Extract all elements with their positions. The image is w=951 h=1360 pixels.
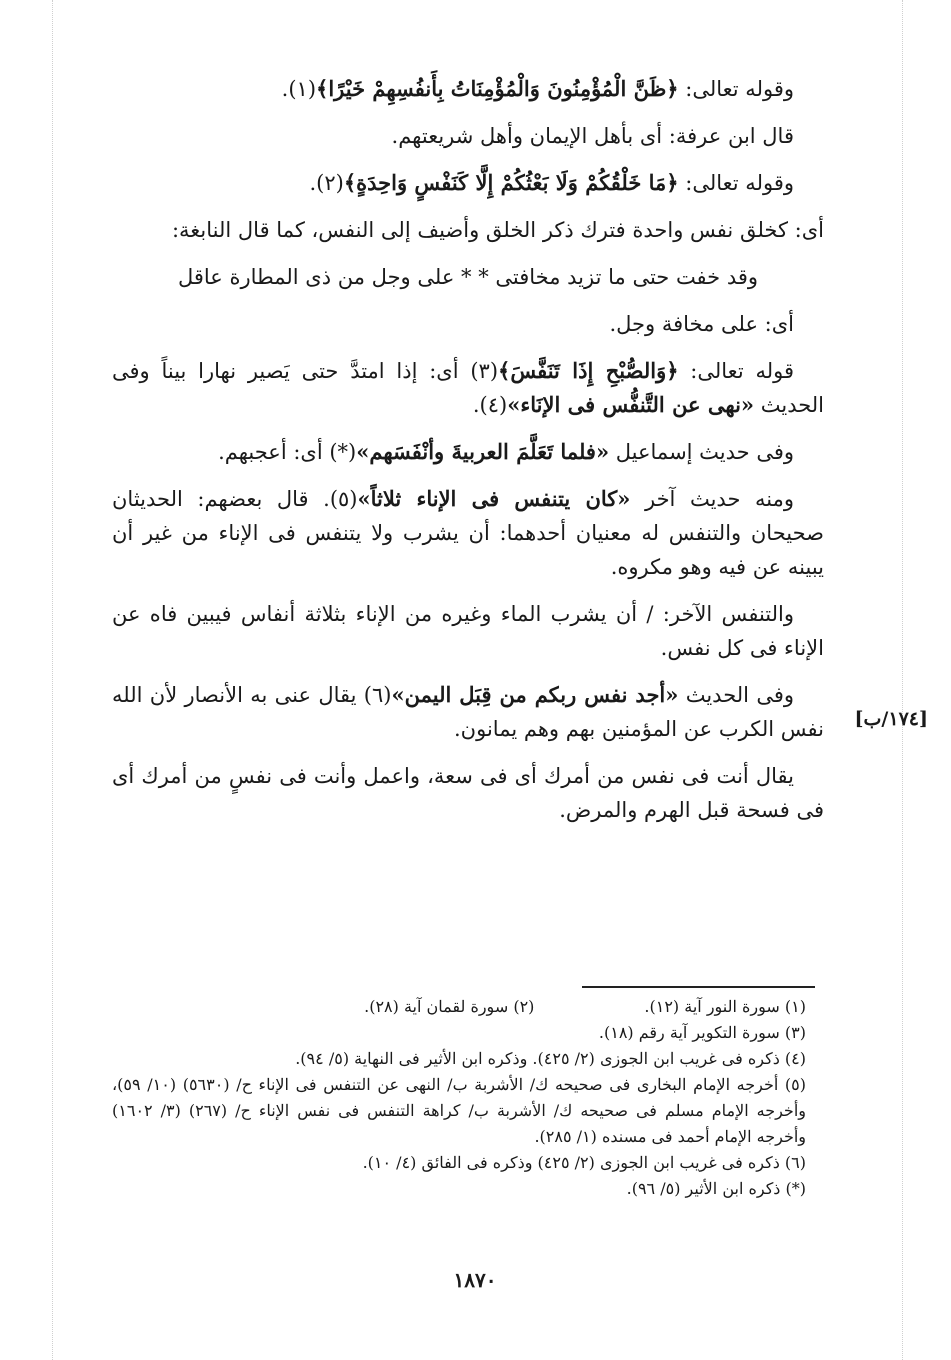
text: (٣) أى: إذا امتدَّ حتى يَصير نهارا بيناً وفى الحديث (112, 359, 824, 417)
paragraph-3 (112, 166, 824, 200)
paragraph-11: يقال أنت فى نفس من أمرك أى فى سعة، واعمل وأنت فى نفسٍ من أمرك أى فى فسحة قبل الهرم والمرض. (112, 764, 824, 822)
paragraph-1 (112, 72, 824, 106)
quran-verse: ﴿ظَنَّ الْمُؤْمِنُونَ وَالْمُؤْمِنَاتُ بِأَنفُسِهِمْ خَيْرًا﴾ (316, 76, 679, 101)
footnote-3: (٣) سورة التكوير آية رقم (١٨). (598, 1023, 806, 1042)
paragraph-8 (112, 482, 824, 584)
footnote-ref: (٤). (472, 393, 508, 417)
hadith-quote: «فلما تَعَلَّمَ العربيةَ وأنْفَسَهم» (356, 439, 610, 464)
text: وفى حديث إسماعيل (609, 440, 794, 464)
text: (٥). قال بعضهم: الحديثان صحيحان والتنفس له معنيان أحدهما: أن يشرب ولا يتنفس فى الإناء من غير أن يبينه عن فيه وهو مكروه. (112, 487, 824, 579)
paragraph-9: والتنفس الآخر: / أن يشرب الماء وغيره من الإناء بثلاثة أنفاس فيبين فاه عن الإناء فى كل نفس. (112, 602, 824, 660)
folio-margin-note: [١٧٤/ب] (854, 708, 928, 730)
footnotes (112, 994, 824, 1202)
text: (*) أى: أعجبهم. (218, 440, 357, 464)
footnote-ref: (٢). (309, 171, 344, 195)
quran-verse: ﴿وَالصُّبْحِ إِذَا تَنَفَّسَ﴾ (498, 358, 679, 383)
paragraph-4: أى: كخلق نفس واحدة فترك ذكر الخلق وأضيف إلى النفس، كما قال النابغة: (171, 218, 824, 242)
hadith-quote: «كان يتنفس فى الإناء ثلاثاً» (357, 486, 631, 511)
footnote-6: (٦) ذكره فى غريب ابن الجوزى (٢/ ٤٢٥) وذكره فى الفائق (٤/ ١٠). (362, 1153, 806, 1172)
footnote-1: (١) سورة النور آية (١٢). (644, 997, 806, 1016)
text: قوله تعالى: (678, 359, 794, 383)
footnote-row (112, 994, 824, 1020)
paragraph-6 (112, 354, 824, 422)
scan-edge-right (902, 0, 904, 1360)
footnote-star: (*) ذكره ابن الأثير (٥/ ٩٦). (626, 1179, 806, 1198)
text: (٦) يقال عنى به الأنصار لأن الله نفس الكرب عن المؤمنين بهم وهم يمانون. (112, 683, 824, 741)
footnote-4: (٤) ذكره فى غريب ابن الجوزى (٢/ ٤٢٥). وذكره ابن الأثير فى النهاية (٥/ ٩٤). (295, 1049, 806, 1068)
text: وفى الحديث (678, 683, 795, 707)
footnote-ref: (١). (281, 77, 317, 101)
hadith-quote: «أجد نفس ربكم من قِبَل اليمن» (391, 682, 679, 707)
paragraph-7 (112, 435, 824, 469)
footnote-divider (582, 986, 815, 988)
text: ومنه حديث آخر (630, 487, 794, 511)
scan-edge-left (52, 0, 54, 1360)
hadith-quote: «نهى عن التَّنفُّس فى الإنَاء» (507, 392, 755, 417)
footnote-2: (٢) سورة لقمان آية (٢٨). (364, 997, 535, 1016)
quran-verse: ﴿مَا خَلْقُكُمْ وَلَا بَعْثُكُمْ إِلَّا كَنَفْسٍ وَاحِدَةٍ﴾ (343, 170, 679, 195)
poetry-verse: وقد خفت حتى ما تزيد مخافتى * * على وجل من ذى المطارة عاقل (177, 265, 759, 289)
main-text (112, 72, 824, 840)
paragraph-10 (112, 678, 824, 746)
page-number: ١٨٧٠ (453, 1268, 497, 1292)
footnote-5: (٥) أخرجه الإمام البخارى فى صحيحه ك/ الأشربة ب/ النهى عن التنفس فى الإناء ح/ (٥٦٣٠) (١٠/ ٥٩)، وأخرجه الإمام مسلم فى صحيحه ك/ الأشربة ب/ كراهة التنفس فى نفس الإناء ح/ (٢٦٧) (٣/ ١٦٠٢) وأخرجه الإمام أحمد فى مسنده (١/ ٢٨٥). (112, 1075, 806, 1146)
text: وقوله تعالى: (678, 171, 794, 195)
paragraph-2: قال ابن عرفة: أى بأهل الإيمان وأهل شريعتهم. (391, 124, 794, 148)
text: وقوله تعالى: (678, 77, 794, 101)
paragraph-5: أى: على مخافة وجل. (609, 312, 794, 336)
